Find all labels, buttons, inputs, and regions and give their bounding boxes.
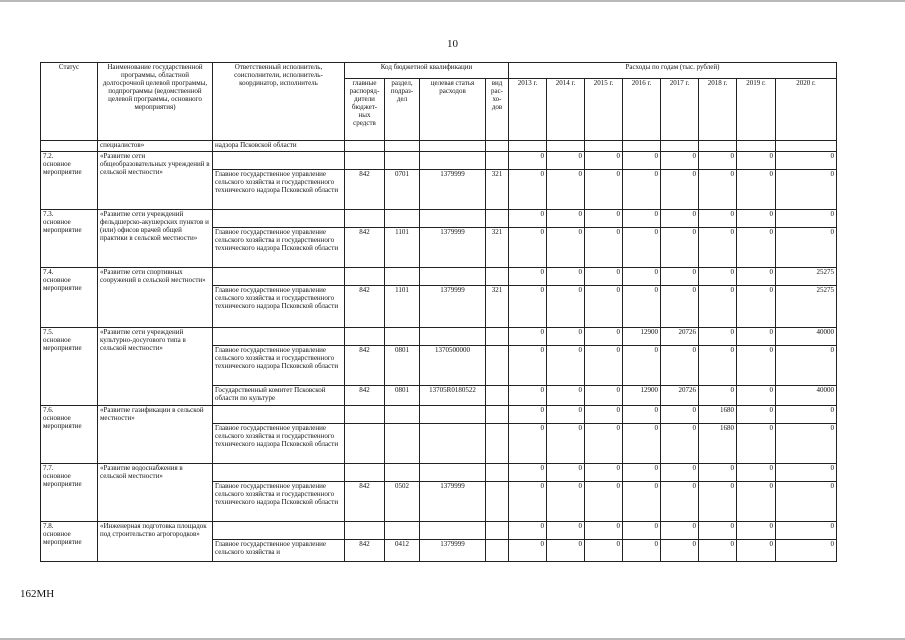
header-csr: целевая статья расходов — [420, 79, 486, 141]
value-cell: 0 — [661, 286, 699, 328]
header-year: 2015 г. — [585, 79, 623, 141]
executor-cell: Главное государственное управление сельского хозяйства и государственного технического надзора Псковской области — [213, 346, 345, 386]
value-cell: 0 — [585, 268, 623, 286]
value-cell: 0 — [661, 464, 699, 482]
rzpr-cell — [385, 424, 420, 464]
header-year: 2019 г. — [737, 79, 776, 141]
value-cell: 0 — [585, 464, 623, 482]
value-cell: 0 — [661, 170, 699, 210]
vr-cell — [486, 346, 509, 386]
value-cell: 0 — [737, 210, 776, 228]
vr-cell — [486, 482, 509, 522]
status-cell: 7.6. основное мероприятие — [41, 406, 98, 464]
header-status: Статус — [41, 63, 98, 141]
value-cell: 0 — [776, 522, 837, 540]
executor-cell: Государственный комитет Псковской области по культуре — [213, 386, 345, 406]
value-cell: 0 — [623, 464, 661, 482]
value-cell: 0 — [509, 424, 547, 464]
csr-cell — [420, 406, 486, 424]
grbs-cell: 842 — [345, 540, 385, 562]
vr-cell — [486, 386, 509, 406]
executor-cell — [213, 268, 345, 286]
value-cell: 0 — [699, 210, 737, 228]
value-cell: 0 — [509, 406, 547, 424]
value-cell: 0 — [585, 482, 623, 522]
value-cell: 0 — [623, 522, 661, 540]
value-cell: 0 — [509, 268, 547, 286]
value-cell: 25275 — [776, 286, 837, 328]
grbs-cell — [345, 424, 385, 464]
value-cell: 0 — [585, 406, 623, 424]
value-cell: 0 — [776, 464, 837, 482]
value-cell: 0 — [776, 540, 837, 562]
value-cell: 0 — [585, 228, 623, 268]
value-cell: 0 — [776, 228, 837, 268]
vr-cell: 321 — [486, 228, 509, 268]
rzpr-cell: 0502 — [385, 482, 420, 522]
value-cell: 0 — [737, 286, 776, 328]
value-cell: 0 — [547, 228, 585, 268]
rzpr-cell — [385, 328, 420, 346]
value-cell: 0 — [699, 152, 737, 170]
value-cell: 0 — [776, 346, 837, 386]
value-cell: 0 — [547, 482, 585, 522]
value-cell: 0 — [585, 386, 623, 406]
table-row — [41, 522, 837, 540]
value-cell: 0 — [509, 228, 547, 268]
table-row — [41, 268, 837, 286]
vr-cell — [486, 424, 509, 464]
scan-top-edge — [0, 0, 905, 2]
cont-name: специалистов» — [98, 141, 213, 152]
value-cell: 0 — [585, 328, 623, 346]
status-cell: 7.2. основное мероприятие — [41, 152, 98, 210]
page-number: 10 — [447, 38, 458, 50]
rzpr-cell: 0412 — [385, 540, 420, 562]
value-cell: 0 — [585, 540, 623, 562]
csr-cell — [420, 424, 486, 464]
executor-cell: Главное государственное управление сельского хозяйства и государственного технического надзора Псковской области — [213, 482, 345, 522]
executor-cell: Главное государственное управление сельского хозяйства и — [213, 540, 345, 562]
value-cell: 0 — [623, 286, 661, 328]
status-cell: 7.7. основное мероприятие — [41, 464, 98, 522]
table-row — [41, 328, 837, 346]
value-cell: 0 — [699, 170, 737, 210]
value-cell: 0 — [661, 152, 699, 170]
rzpr-cell: 0801 — [385, 346, 420, 386]
value-cell: 12900 — [623, 386, 661, 406]
value-cell: 0 — [547, 540, 585, 562]
executor-cell: Главное государственное управление сельского хозяйства и государственного технического надзора Псковской области — [213, 286, 345, 328]
value-cell: 0 — [737, 268, 776, 286]
csr-cell — [420, 268, 486, 286]
value-cell: 40000 — [776, 386, 837, 406]
event-name-cell: «Развитие сети спортивных сооружений в сельской местности» — [98, 268, 213, 328]
value-cell: 0 — [776, 424, 837, 464]
value-cell: 20726 — [661, 328, 699, 346]
value-cell: 0 — [623, 406, 661, 424]
grbs-cell: 842 — [345, 346, 385, 386]
vr-cell — [486, 464, 509, 482]
grbs-cell — [345, 522, 385, 540]
grbs-cell: 842 — [345, 228, 385, 268]
grbs-cell — [345, 152, 385, 170]
grbs-cell — [345, 406, 385, 424]
value-cell: 0 — [585, 170, 623, 210]
value-cell: 0 — [547, 464, 585, 482]
header-expenses: Расходы по годам (тыс. рублей) — [509, 63, 837, 79]
header-grbs: главные распоряд-дители бюджет-ных средств — [345, 79, 385, 141]
header-vr: вид рас-хо-дов — [486, 79, 509, 141]
event-name-cell: «Развитие сети общеобразовательных учреждений в сельской местности» — [98, 152, 213, 210]
value-cell: 0 — [699, 386, 737, 406]
value-cell: 0 — [737, 152, 776, 170]
event-name-cell: «Развитие сети учреждений фельдшерско-акушерских пунктов и (или) офисов врачей общей практики в сельской местности» — [98, 210, 213, 268]
event-name-cell: «Развитие сети учреждений культурно-досугового типа в сельской местности» — [98, 328, 213, 406]
event-name-cell: «Инженерная подготовка площадок под строительство агрогородков» — [98, 522, 213, 562]
value-cell: 0 — [585, 286, 623, 328]
value-cell: 0 — [547, 170, 585, 210]
header-executor: Ответственный исполнитель, соисполнители, исполнитель-координатор, исполнитель — [213, 63, 345, 141]
status-cell: 7.5. основное мероприятие — [41, 328, 98, 406]
value-cell: 0 — [776, 170, 837, 210]
value-cell: 0 — [737, 228, 776, 268]
value-cell: 0 — [661, 406, 699, 424]
grbs-cell: 842 — [345, 286, 385, 328]
header-year: 2014 г. — [547, 79, 585, 141]
executor-cell: Главное государственное управление сельского хозяйства и государственного технического надзора Псковской области — [213, 170, 345, 210]
value-cell: 1680 — [699, 424, 737, 464]
rzpr-cell — [385, 268, 420, 286]
value-cell: 0 — [509, 170, 547, 210]
value-cell: 0 — [547, 386, 585, 406]
value-cell: 0 — [737, 386, 776, 406]
value-cell: 0 — [737, 540, 776, 562]
value-cell: 0 — [737, 170, 776, 210]
value-cell: 0 — [585, 152, 623, 170]
value-cell: 0 — [623, 228, 661, 268]
value-cell: 0 — [509, 386, 547, 406]
header-budget-code: Код бюджетной квалификации — [345, 63, 509, 79]
vr-cell — [486, 152, 509, 170]
grbs-cell: 842 — [345, 386, 385, 406]
value-cell: 0 — [547, 406, 585, 424]
vr-cell — [486, 268, 509, 286]
executor-cell — [213, 464, 345, 482]
value-cell: 0 — [509, 540, 547, 562]
status-cell: 7.4. основное мероприятие — [41, 268, 98, 328]
executor-cell — [213, 152, 345, 170]
csr-cell — [420, 328, 486, 346]
value-cell: 0 — [623, 346, 661, 386]
grbs-cell — [345, 268, 385, 286]
value-cell: 0 — [776, 152, 837, 170]
vr-cell — [486, 406, 509, 424]
cont-executor: надзора Псковской области — [213, 141, 345, 152]
value-cell: 0 — [699, 464, 737, 482]
event-name-cell: «Развитие водоснабжения в сельской местности» — [98, 464, 213, 522]
status-cell: 7.8. основное мероприятие — [41, 522, 98, 562]
table-row — [41, 406, 837, 424]
value-cell: 0 — [737, 406, 776, 424]
csr-cell: 13705R0180522 — [420, 386, 486, 406]
value-cell: 0 — [661, 228, 699, 268]
value-cell: 0 — [699, 268, 737, 286]
vr-cell: 321 — [486, 286, 509, 328]
value-cell: 0 — [737, 464, 776, 482]
value-cell: 25275 — [776, 268, 837, 286]
rzpr-cell — [385, 152, 420, 170]
cont-status — [41, 141, 98, 152]
value-cell: 0 — [547, 328, 585, 346]
value-cell: 0 — [509, 482, 547, 522]
csr-cell — [420, 522, 486, 540]
status-cell: 7.3. основное мероприятие — [41, 210, 98, 268]
value-cell: 0 — [509, 152, 547, 170]
value-cell: 0 — [585, 210, 623, 228]
csr-cell: 1379999 — [420, 540, 486, 562]
value-cell: 0 — [547, 268, 585, 286]
value-cell: 0 — [699, 286, 737, 328]
value-cell: 0 — [737, 522, 776, 540]
rzpr-cell: 0801 — [385, 386, 420, 406]
value-cell: 0 — [509, 286, 547, 328]
csr-cell: 1379999 — [420, 170, 486, 210]
value-cell: 0 — [623, 424, 661, 464]
value-cell: 0 — [737, 346, 776, 386]
value-cell: 0 — [547, 210, 585, 228]
rzpr-cell — [385, 406, 420, 424]
value-cell: 0 — [661, 540, 699, 562]
header-year: 2013 г. — [509, 79, 547, 141]
header-year: 2018 г. — [699, 79, 737, 141]
table-row — [41, 464, 837, 482]
grbs-cell — [345, 328, 385, 346]
value-cell: 0 — [699, 522, 737, 540]
rzpr-cell — [385, 210, 420, 228]
value-cell: 0 — [547, 346, 585, 386]
value-cell: 0 — [737, 328, 776, 346]
value-cell: 0 — [623, 540, 661, 562]
table-row — [41, 210, 837, 228]
csr-cell: 1379999 — [420, 482, 486, 522]
vr-cell — [486, 522, 509, 540]
csr-cell: 1379999 — [420, 228, 486, 268]
grbs-cell: 842 — [345, 170, 385, 210]
value-cell: 0 — [623, 152, 661, 170]
value-cell: 0 — [776, 406, 837, 424]
csr-cell — [420, 210, 486, 228]
value-cell: 0 — [585, 346, 623, 386]
grbs-cell — [345, 464, 385, 482]
vr-cell — [486, 540, 509, 562]
value-cell: 0 — [737, 482, 776, 522]
value-cell: 0 — [547, 152, 585, 170]
grbs-cell: 842 — [345, 482, 385, 522]
executor-cell: Главное государственное управление сельского хозяйства и государственного технического надзора Псковской области — [213, 424, 345, 464]
header-year: 2017 г. — [661, 79, 699, 141]
rzpr-cell: 1101 — [385, 228, 420, 268]
vr-cell — [486, 210, 509, 228]
value-cell: 12900 — [623, 328, 661, 346]
value-cell: 0 — [547, 522, 585, 540]
value-cell: 0 — [509, 328, 547, 346]
executor-cell — [213, 522, 345, 540]
value-cell: 0 — [585, 424, 623, 464]
value-cell: 0 — [623, 210, 661, 228]
value-cell: 0 — [661, 482, 699, 522]
value-cell: 0 — [661, 268, 699, 286]
header-rzpr: раздел, подраз-дел — [385, 79, 420, 141]
value-cell: 0 — [585, 522, 623, 540]
rzpr-cell — [385, 522, 420, 540]
header-name: Наименование государственной программы, областной долгосрочной целевой программы, подпрограммы (ведомственной целевой программы, основного мероприятия) — [98, 63, 213, 141]
value-cell: 0 — [776, 482, 837, 522]
event-name-cell: «Развитие газификации в сельской местности» — [98, 406, 213, 464]
csr-cell: 1379999 — [420, 286, 486, 328]
value-cell: 0 — [737, 424, 776, 464]
header-year: 2020 г. — [776, 79, 837, 141]
value-cell: 0 — [776, 210, 837, 228]
grbs-cell — [345, 210, 385, 228]
value-cell: 0 — [661, 346, 699, 386]
footer-code: 162МН — [20, 588, 55, 600]
value-cell: 0 — [547, 286, 585, 328]
value-cell: 0 — [509, 346, 547, 386]
value-cell: 0 — [623, 268, 661, 286]
value-cell: 0 — [623, 482, 661, 522]
value-cell: 0 — [699, 540, 737, 562]
value-cell: 0 — [661, 210, 699, 228]
executor-cell: Главное государственное управление сельского хозяйства и государственного технического надзора Псковской области — [213, 228, 345, 268]
value-cell: 20726 — [661, 386, 699, 406]
csr-cell — [420, 464, 486, 482]
value-cell: 0 — [699, 228, 737, 268]
value-cell: 0 — [509, 464, 547, 482]
executor-cell — [213, 210, 345, 228]
vr-cell — [486, 328, 509, 346]
header-year: 2016 г. — [623, 79, 661, 141]
rzpr-cell: 1101 — [385, 286, 420, 328]
value-cell: 0 — [699, 346, 737, 386]
rzpr-cell: 0701 — [385, 170, 420, 210]
value-cell: 0 — [547, 424, 585, 464]
rzpr-cell — [385, 464, 420, 482]
value-cell: 0 — [661, 522, 699, 540]
vr-cell: 321 — [486, 170, 509, 210]
expenses-table — [40, 62, 837, 562]
csr-cell: 1370500000 — [420, 346, 486, 386]
executor-cell — [213, 406, 345, 424]
value-cell: 0 — [509, 210, 547, 228]
value-cell: 40000 — [776, 328, 837, 346]
value-cell: 1680 — [699, 406, 737, 424]
csr-cell — [420, 152, 486, 170]
value-cell: 0 — [699, 482, 737, 522]
value-cell: 0 — [623, 170, 661, 210]
executor-cell — [213, 328, 345, 346]
value-cell: 0 — [509, 522, 547, 540]
value-cell: 0 — [661, 424, 699, 464]
table-row — [41, 152, 837, 170]
value-cell: 0 — [699, 328, 737, 346]
